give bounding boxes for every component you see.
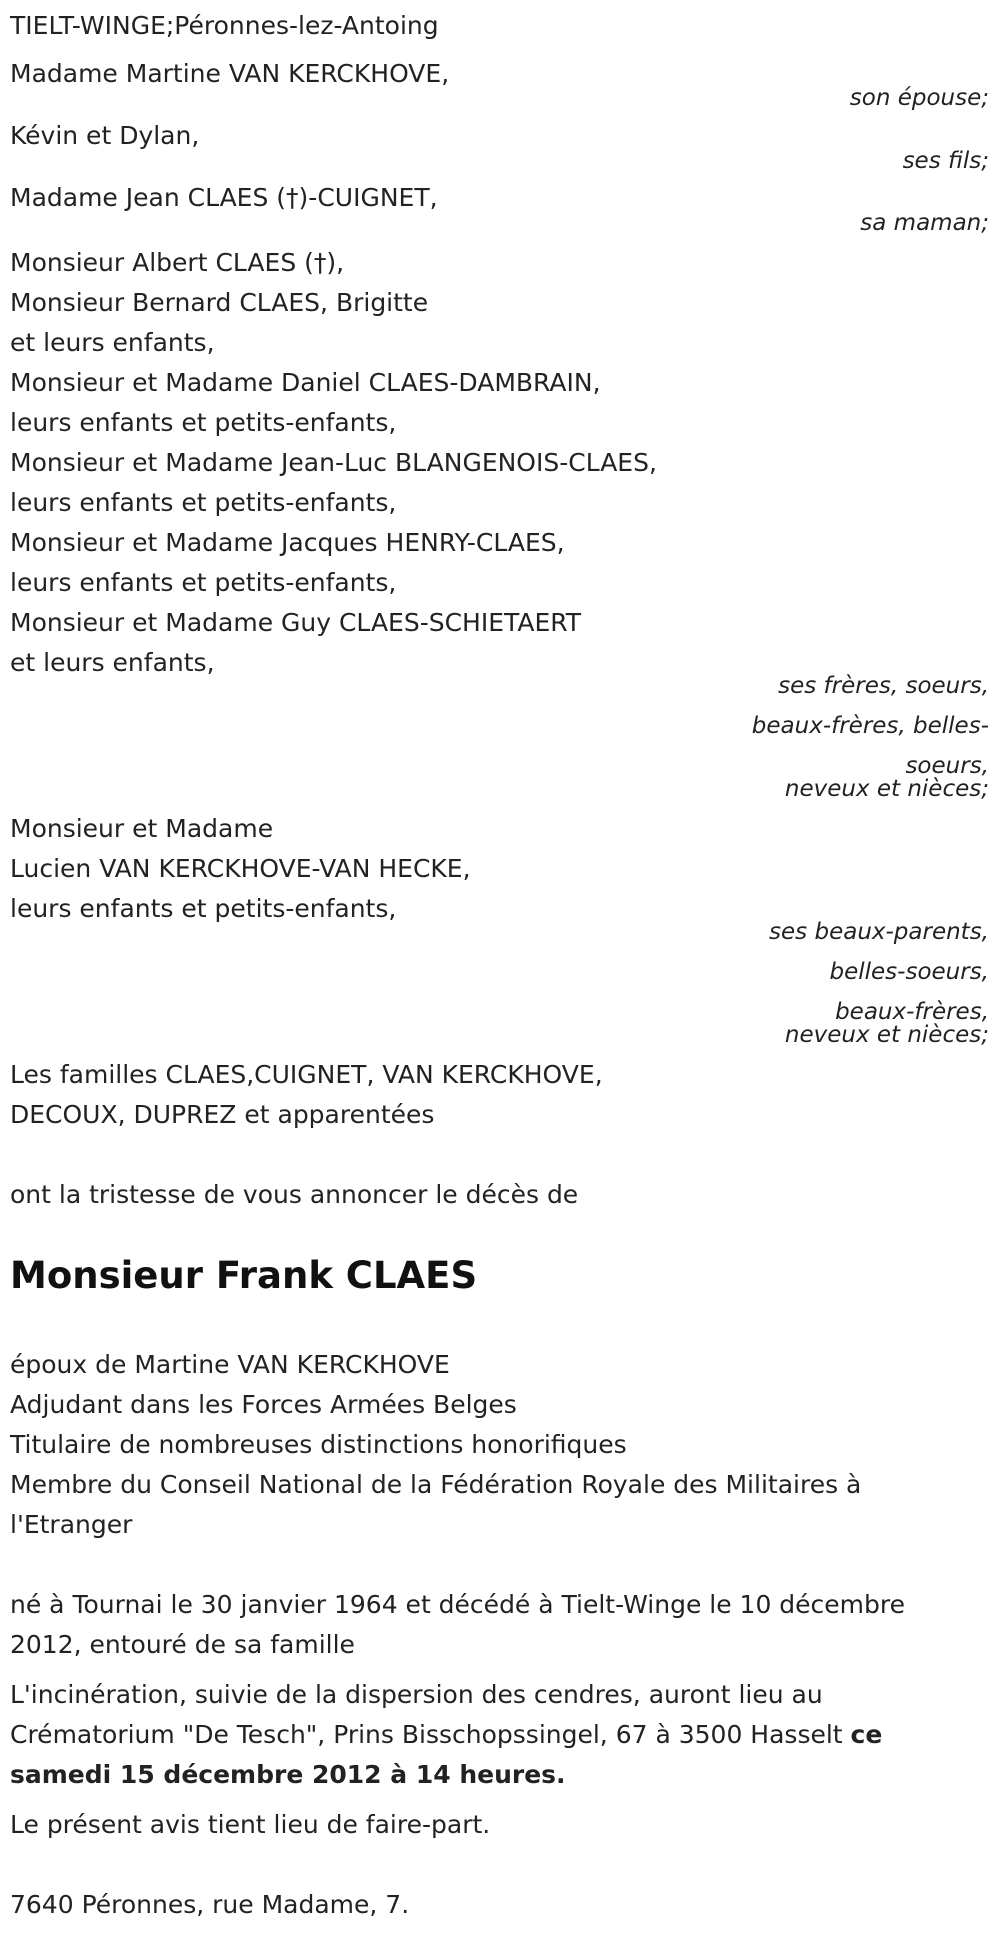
relation-label: neveux et nièces; xyxy=(784,1022,989,1048)
birth-death-line: 2012, entouré de sa famille xyxy=(10,1630,355,1659)
cremation-line: L'incinération, suivie de la dispersion des cendres, auront lieu au xyxy=(10,1680,823,1709)
header-location: TIELT-WINGE;Péronnes-lez-Antoing xyxy=(10,11,439,40)
address: 7640 Péronnes, rue Madame, 7. xyxy=(10,1890,410,1919)
title-line: Adjudant dans les Forces Armées Belges xyxy=(10,1390,517,1419)
birth-death-line: né à Tournai le 30 janvier 1964 et décédé à Tielt-Winge le 10 décembre xyxy=(10,1590,906,1619)
family-line: Monsieur Bernard CLAES, Brigitte xyxy=(10,288,429,317)
deceased-name: Monsieur Frank CLAES xyxy=(10,1254,478,1297)
relation-label: ses frères, soeurs, xyxy=(778,673,989,699)
relation-label: beaux-frères, xyxy=(835,999,989,1025)
family-line: Monsieur et Madame Daniel CLAES-DAMBRAIN, xyxy=(10,368,601,397)
relation-label: soeurs, xyxy=(905,753,989,779)
family-line: Les familles CLAES,CUIGNET, VAN KERCKHOVE, xyxy=(10,1060,603,1089)
family-line: Madame Jean CLAES (†)-CUIGNET, xyxy=(10,183,438,212)
family-line: leurs enfants et petits-enfants, xyxy=(10,894,397,923)
family-line: Monsieur Albert CLAES (†), xyxy=(10,248,345,277)
family-line: Monsieur et Madame xyxy=(10,814,274,843)
cremation-line xyxy=(10,1755,566,1795)
cremation-location: Crématorium "De Tesch", Prins Bisschopssingel, 67 à 3500 Hasselt xyxy=(10,1720,851,1749)
family-line: DECOUX, DUPREZ et apparentées xyxy=(10,1100,435,1129)
title-line: l'Etranger xyxy=(10,1510,133,1539)
family-line: Madame Martine VAN KERCKHOVE, xyxy=(10,59,450,88)
family-line: Lucien VAN KERCKHOVE-VAN HECKE, xyxy=(10,854,471,883)
relation-label: ses fils; xyxy=(902,148,989,174)
relation-label: neveux et nièces; xyxy=(784,776,989,802)
family-line: Kévin et Dylan, xyxy=(10,121,200,150)
relation-label: son épouse; xyxy=(849,85,989,111)
family-line: leurs enfants et petits-enfants, xyxy=(10,408,397,437)
notice: Le présent avis tient lieu de faire-part. xyxy=(10,1810,491,1839)
title-line: Titulaire de nombreuses distinctions honorifiques xyxy=(10,1430,627,1459)
relation-label: beaux-frères, belles- xyxy=(751,713,989,739)
family-line: Monsieur et Madame Jean-Luc BLANGENOIS-CLAES, xyxy=(10,448,657,477)
family-line: Monsieur et Madame Jacques HENRY-CLAES, xyxy=(10,528,565,557)
title-line: époux de Martine VAN KERCKHOVE xyxy=(10,1350,450,1379)
relation-label: belles-soeurs, xyxy=(829,959,989,985)
family-line: Monsieur et Madame Guy CLAES-SCHIETAERT xyxy=(10,608,582,637)
family-line: leurs enfants et petits-enfants, xyxy=(10,568,397,597)
announcement: ont la tristesse de vous annoncer le décès de xyxy=(10,1180,579,1209)
relation-label: sa maman; xyxy=(860,210,989,236)
family-line: et leurs enfants, xyxy=(10,648,215,677)
family-line: et leurs enfants, xyxy=(10,328,215,357)
cremation-date-start: ce xyxy=(850,1720,883,1749)
cremation-date: samedi 15 décembre 2012 à 14 heures. xyxy=(10,1760,566,1789)
title-line: Membre du Conseil National de la Fédération Royale des Militaires à xyxy=(10,1470,862,1499)
family-line: leurs enfants et petits-enfants, xyxy=(10,488,397,517)
cremation-line xyxy=(10,1715,882,1755)
relation-label: ses beaux-parents, xyxy=(769,919,989,945)
